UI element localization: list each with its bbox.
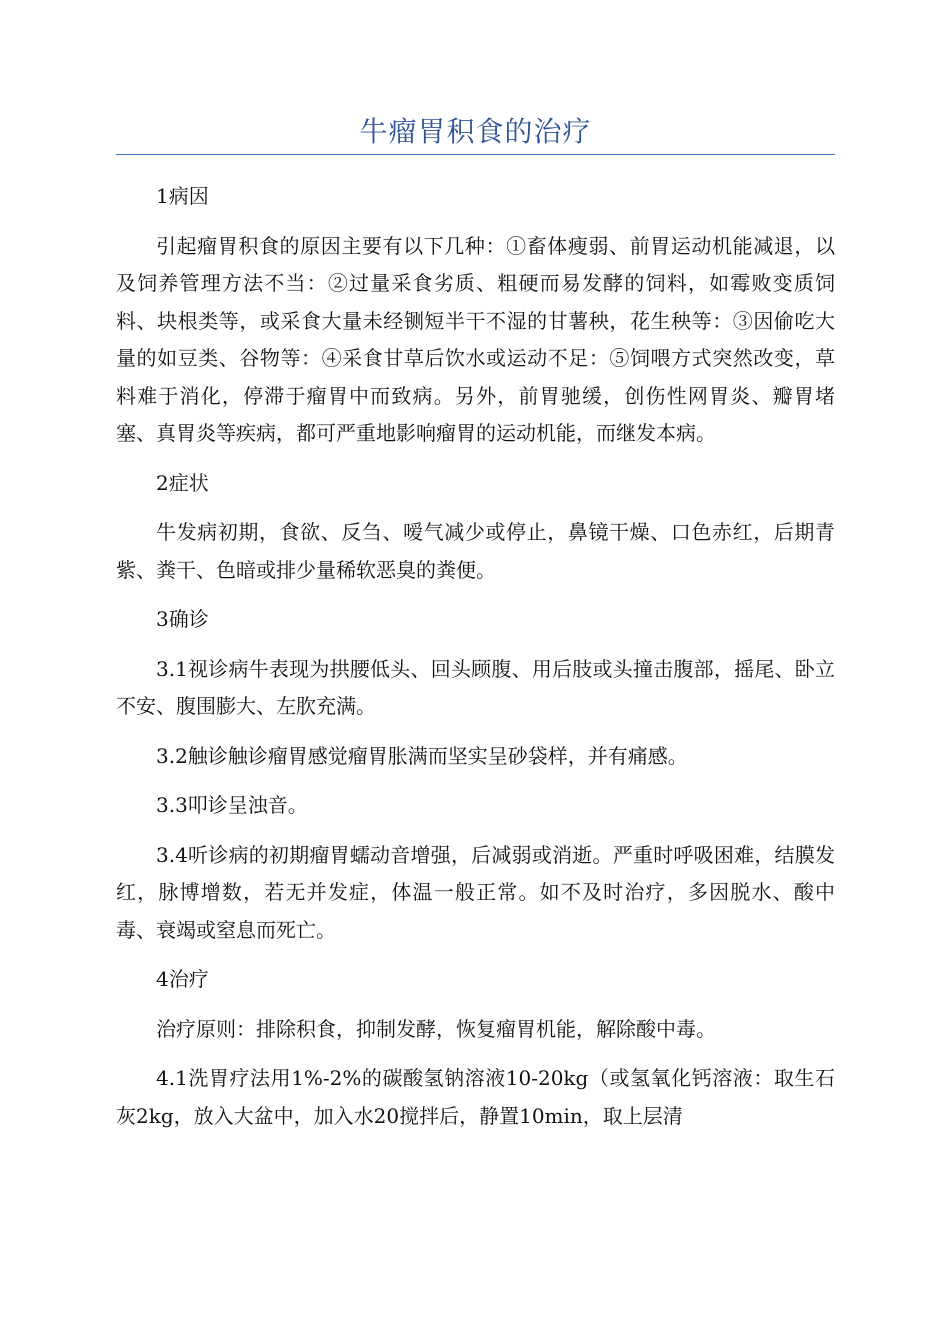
paragraph: 3.4听诊病的初期瘤胃蠕动音增强，后减弱或消逝。严重时呼吸困难，结膜发红，脉博增数，若无并发症，体温一般正常。如不及时治疗，多因脱水、酸中毒、衰竭或窒息而死亡。 [116, 842, 835, 942]
title-underline [116, 154, 835, 155]
document-body [116, 178, 835, 1147]
paragraph: 4.1洗胃疗法用1%-2%的碳酸氢钠溶液10-20kg（或氢氧化钙溶液：取生石灰2kg，放入大盆中，加入水20搅拌后，静置10min，取上层清 [116, 1066, 835, 1128]
paragraph: 引起瘤胃积食的原因主要有以下几种：①畜体瘦弱、前胃运动机能减退，以及饲养管理方法不当：②过量采食劣质、粗硬而易发酵的饲料，如霉败变质饲料、块根类等，或采食大量未经铡短半干不湿的甘薯秧，花生秧等：③因偷吃大量的如豆类、谷物等：④采食甘草后饮水或运动不足：⑤饲喂方式突然改变，草料难于消化，停滞于瘤胃中而致病。另外，前胃驰缓，创伤性网胃炎、瓣胃堵塞、真胃炎等疾病，都可严重地影响瘤胃的运动机能，而继发本病。 [116, 233, 835, 445]
section-heading: 2症状 [156, 470, 209, 495]
paragraph: 3.1视诊病牛表现为拱腰低头、回头顾腹、用后肢或头撞击腹部，摇尾、卧立不安、腹围膨大、左肷充满。 [116, 656, 835, 718]
section-heading: 3确诊 [156, 607, 209, 631]
paragraph: 牛发病初期，食欲、反刍、嗳气减少或停止，鼻镜干燥、口色赤红，后期青紫、粪干、色暗或排少量稀软恶臭的粪便。 [116, 520, 835, 582]
paragraph: 治疗原则：排除积食，抑制发酵，恢复瘤胃机能，解除酸中毒。 [156, 1016, 716, 1041]
paragraph: 3.3叩诊呈浊音。 [156, 793, 308, 817]
section-heading: 1病因 [156, 184, 209, 208]
section-heading: 4治疗 [156, 967, 209, 991]
document-title: 牛瘤胃积食的治疗 [359, 115, 592, 148]
paragraph: 3.2触诊触诊瘤胃感觉瘤胃胀满而坚实呈砂袋样，并有痛感。 [156, 743, 688, 768]
